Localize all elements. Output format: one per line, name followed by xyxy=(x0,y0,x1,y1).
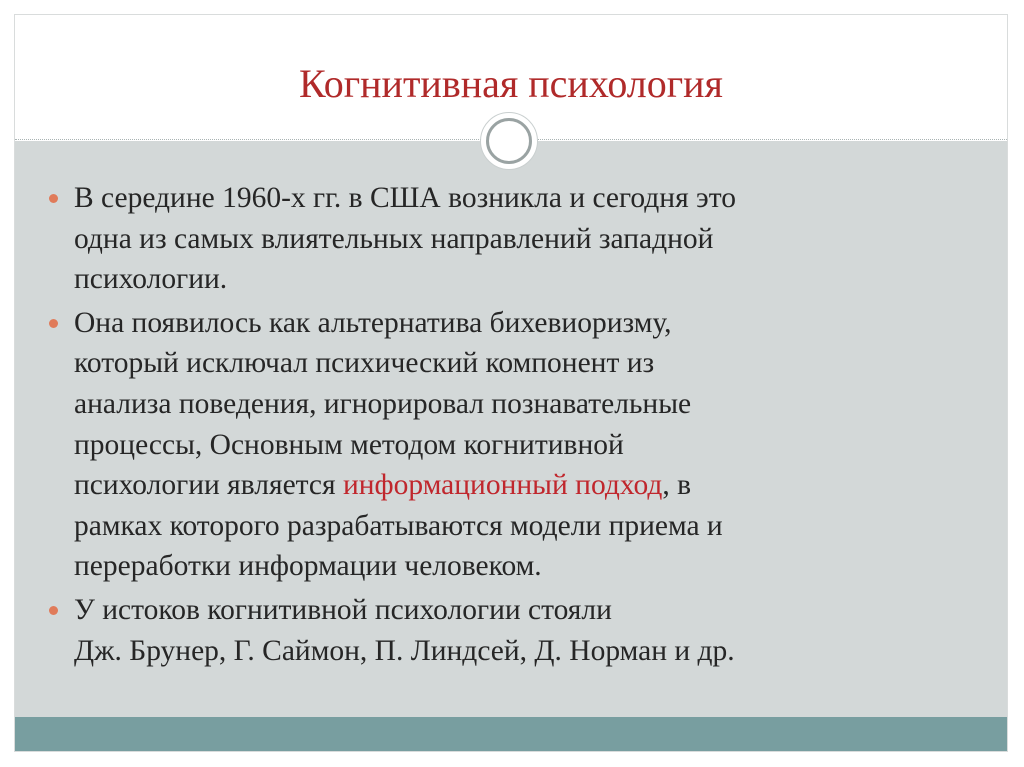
bullet-1-line-2: одна из самых влиятельных направлений западной xyxy=(74,222,714,255)
bullet-item-3 xyxy=(38,590,968,671)
bullet-2-line-5 xyxy=(74,465,968,506)
bullet-item-2 xyxy=(38,303,968,587)
bullet-3-line-1: У истоков когнитивной психологии стояли xyxy=(74,593,612,626)
ring-icon xyxy=(480,112,538,170)
highlighted-term: информационный подход xyxy=(342,469,663,502)
bullet-2-line-4: процессы, Основным методом когнитивной xyxy=(74,428,624,461)
bullet-2-line-2: который исключал психический компонент из xyxy=(74,347,655,380)
bullet-2-line-7: переработки информации человеком. xyxy=(74,550,542,583)
bullet-list xyxy=(38,178,968,674)
bullet-2-line-5-before: психологии является xyxy=(74,469,343,502)
bullet-2-line-5-after: , в xyxy=(662,469,692,502)
bottom-band xyxy=(15,717,1007,751)
bullet-dot-icon xyxy=(49,194,58,203)
bullet-item-1 xyxy=(38,178,968,300)
bullet-3-line-2: Дж. Брунер, Г. Саймон, П. Линдсей, Д. Норман и др. xyxy=(74,634,735,667)
bullet-dot-icon xyxy=(49,319,58,328)
bullet-2-line-1: Она появилось как альтернатива бихевиоризму, xyxy=(74,306,672,339)
bullet-1-line-1: В середине 1960-х гг. в США возникла и сегодня это xyxy=(74,182,736,214)
slide-title: Когнитивная психология xyxy=(299,61,723,106)
bullet-dot-icon xyxy=(49,606,58,615)
bullet-2-line-6: рамках которого разрабатываются модели приема и xyxy=(74,509,723,542)
ring-inner-circle xyxy=(486,118,532,164)
bullet-1-line-3: психологии. xyxy=(74,263,228,296)
bullet-2-line-3: анализа поведения, игнорировал познавательные xyxy=(74,387,692,420)
